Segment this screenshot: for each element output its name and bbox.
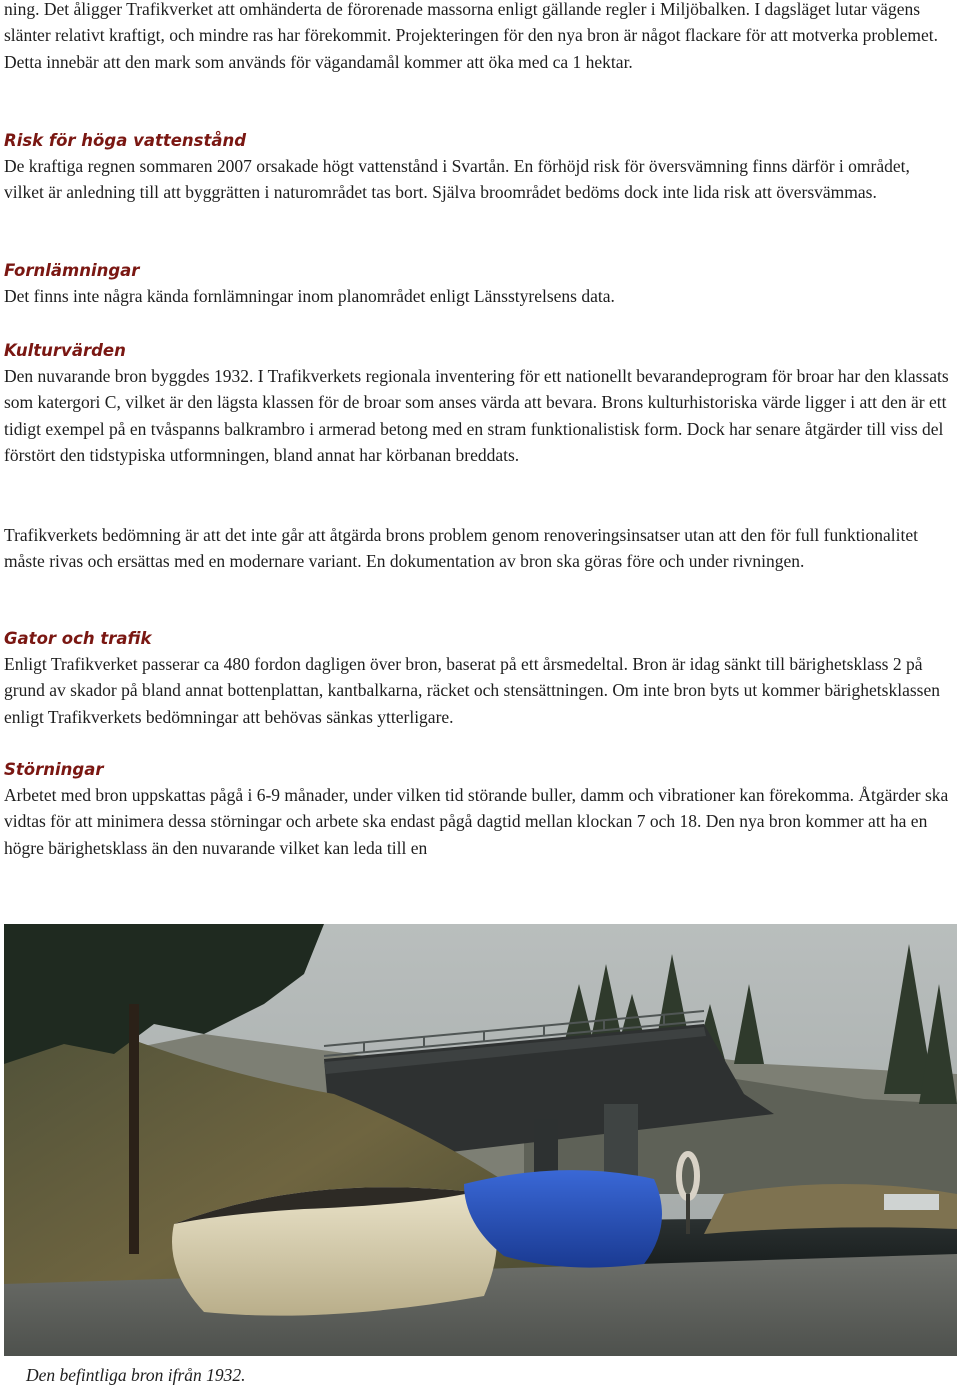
section-storningar <box>4 758 954 861</box>
section-gator <box>4 627 954 730</box>
section-risk <box>4 129 954 206</box>
section-text-risk: De kraftiga regnen sommaren 2007 orsakade högt vattenstånd i Svartån. En förhöjd risk för översvämning finns därför i området, vilket är anledning till att byggrätten i naturområdet tas bort. Själva broområdet bedöms dock inte lida risk att översvämmas. <box>4 156 910 203</box>
figure-caption: Den befintliga bron ifrån 1932. <box>26 1365 246 1385</box>
section-heading-gator: Gator och trafik <box>4 629 152 648</box>
section-heading-fornlamningar: Fornlämningar <box>4 261 140 280</box>
section-fornlamningar <box>4 259 615 309</box>
intro-paragraph: ning. Det åligger Trafikverket att omhänderta de förorenade massorna enligt gällande regler i Miljöbalken. I dagsläget lutar vägens slänter relativt kraftigt, och mindre ras har förekommit. Projekteringen för den nya bron är något flackare för att motverka problemet. Detta innebär att den mark som används för vägandamål kommer att öka med ca 1 hektar. <box>4 0 938 72</box>
section-text-kulturvarden-2: Trafikverkets bedömning är att det inte går att åtgärda brons problem genom renoveringsinsatser utan att den för full funktionalitet måste rivas och ersättas med en modernare variant. En dokumentation av bron ska göras före och under rivningen. <box>4 525 918 572</box>
section-text-gator: Enligt Trafikverket passerar ca 480 fordon dagligen över bron, baserat på ett årsmedeltal. Bron är idag sänkt till bärighetsklass 2 på grund av skador på bland annat bottenplattan, kantbalkarna, räcket och stensättningen. Om inte bron byts ut kommer bärighetsklassen enligt Trafikverkets bedömningar att behövas sänkas ytterligare. <box>4 654 940 727</box>
section-kulturvarden <box>4 339 954 468</box>
section-heading-risk: Risk för höga vattenstånd <box>4 131 247 150</box>
section-text-storningar: Arbetet med bron uppskattas pågå i 6-9 månader, under vilken tid störande buller, damm och vibrationer kan förekomma. Åtgärder ska vidtas för att minimera dessa störningar och arbete ska endast pågå dagtid mellan klockan 7 och 18. Den nya bron kommer att ha en högre bärighetsklass än den nuvarande vilket kan leda till en <box>4 785 949 858</box>
bridge-photo <box>4 924 957 1356</box>
section-text-fornlamningar: Det finns inte några kända fornlämningar inom planområdet enligt Länsstyrelsens data. <box>4 286 615 306</box>
section-heading-kulturvarden: Kulturvärden <box>4 341 126 360</box>
section-text-kulturvarden: Den nuvarande bron byggdes 1932. I Trafikverkets regionala inventering för ett nationellt bevarandeprogram för broar har den klassats som katergori C, vilket är den lägsta klassen för de broar som anses värda att bevara. Brons kulturhistoriska värde ligger i att den är ett tidigt exempel på en tvåspanns balkrambro i armerad betong med en stram funktionalistisk form. Dock har senare åtgärder till viss del förstört den tidstypiska utformningen, bland annat har körbanan breddats. <box>4 366 949 465</box>
section-heading-storningar: Störningar <box>4 760 104 779</box>
